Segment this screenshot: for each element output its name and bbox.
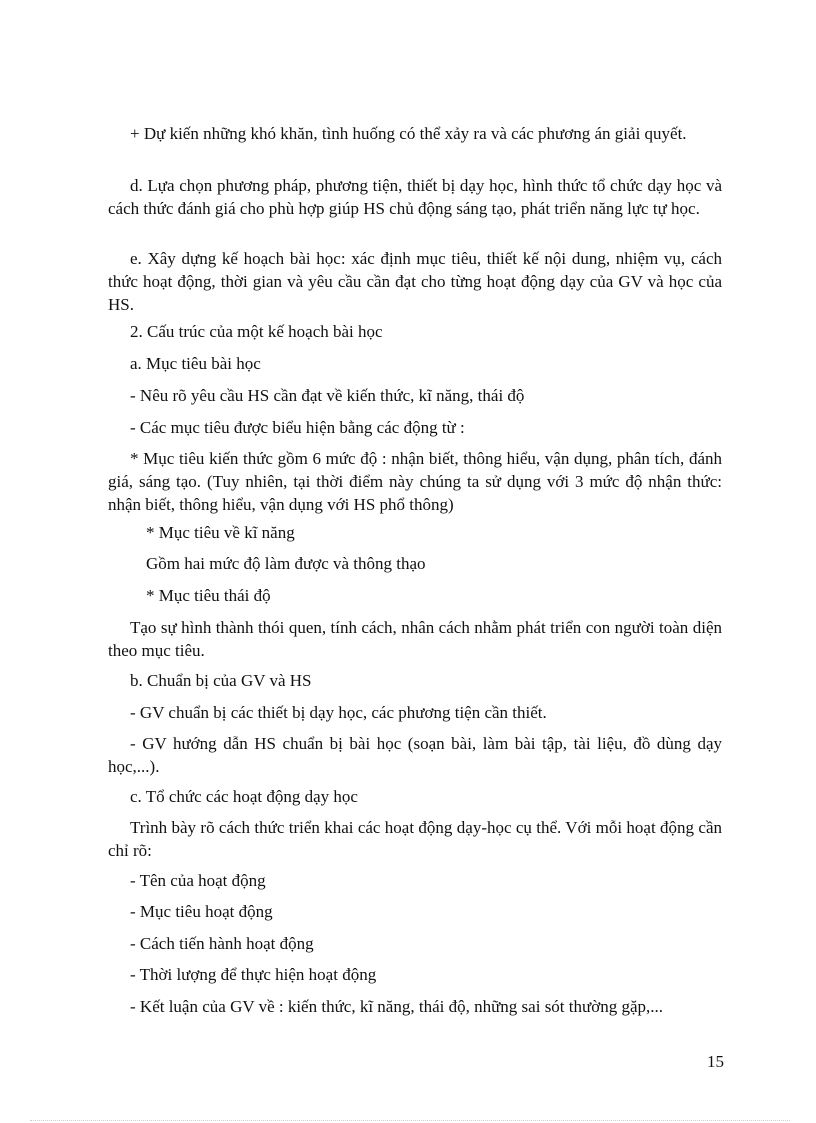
list-item: - Kết luận của GV về : kiến thức, kĩ năng, thái độ, những sai sót thường gặp,... [130, 997, 664, 1016]
paragraph: + Dự kiến những khó khăn, tình huống có thể xảy ra và các phương án giải quyết. [130, 124, 687, 143]
paragraph: d. Lựa chọn phương pháp, phương tiện, thiết bị dạy học, hình thức tổ chức dạy học và cách thức đánh giá cho phù hợp giúp HS chủ động sáng tạo, phát triển năng lực tự học. [108, 176, 722, 218]
list-item: - Tên của hoạt động [130, 871, 266, 890]
paragraph: * Mục tiêu thái độ [146, 586, 271, 605]
list-item: - Thời lượng để thực hiện hoạt động [130, 965, 377, 984]
list-item: - Cách tiến hành hoạt động [130, 934, 314, 953]
list-item: - Mục tiêu hoạt động [130, 902, 273, 921]
paragraph: Gồm hai mức độ làm được và thông thạo [146, 554, 426, 573]
paragraph: - Nêu rõ yêu cầu HS cần đạt về kiến thức, kĩ năng, thái độ [130, 386, 525, 405]
paragraph: * Mục tiêu kiến thức gồm 6 mức độ : nhận biết, thông hiểu, vận dụng, phân tích, đánh giá, sáng tạo. (Tuy nhiên, tại thời điểm này chúng ta sử dụng với 3 mức độ nhận thức: nhận biết, thông hiểu, vận dụng với HS phổ thông) [108, 449, 722, 514]
section-heading: 2. Cấu trúc của một kế hoạch bài học [130, 322, 383, 341]
paragraph: - GV chuẩn bị các thiết bị dạy học, các phương tiện cần thiết. [130, 703, 547, 722]
paragraph: Trình bày rõ cách thức triển khai các hoạt động dạy-học cụ thể. Với mỗi hoạt động cần chỉ rõ: [108, 818, 722, 860]
paragraph: - Các mục tiêu được biểu hiện bằng các động từ : [130, 418, 465, 437]
subsection-heading: c. Tổ chức các hoạt động dạy học [130, 787, 358, 806]
paragraph: Tạo sự hình thành thói quen, tính cách, nhân cách nhằm phát triển con người toàn diện theo mục tiêu. [108, 618, 722, 660]
paragraph: * Mục tiêu về kĩ năng [146, 523, 295, 542]
paragraph: - GV hướng dẫn HS chuẩn bị bài học (soạn bài, làm bài tập, tài liệu, đồ dùng dạy học,...). [108, 734, 722, 776]
subsection-heading: b. Chuẩn bị của GV và HS [130, 671, 312, 690]
subsection-heading: a. Mục tiêu bài học [130, 354, 261, 373]
page-number: 15 [707, 1052, 724, 1071]
paragraph: e. Xây dựng kế hoạch bài học: xác định mục tiêu, thiết kế nội dung, nhiệm vụ, cách thức hoạt động, thời gian và yêu cầu cần đạt cho từng hoạt động dạy của GV và học của HS. [108, 249, 722, 314]
footer-divider [30, 1120, 790, 1121]
